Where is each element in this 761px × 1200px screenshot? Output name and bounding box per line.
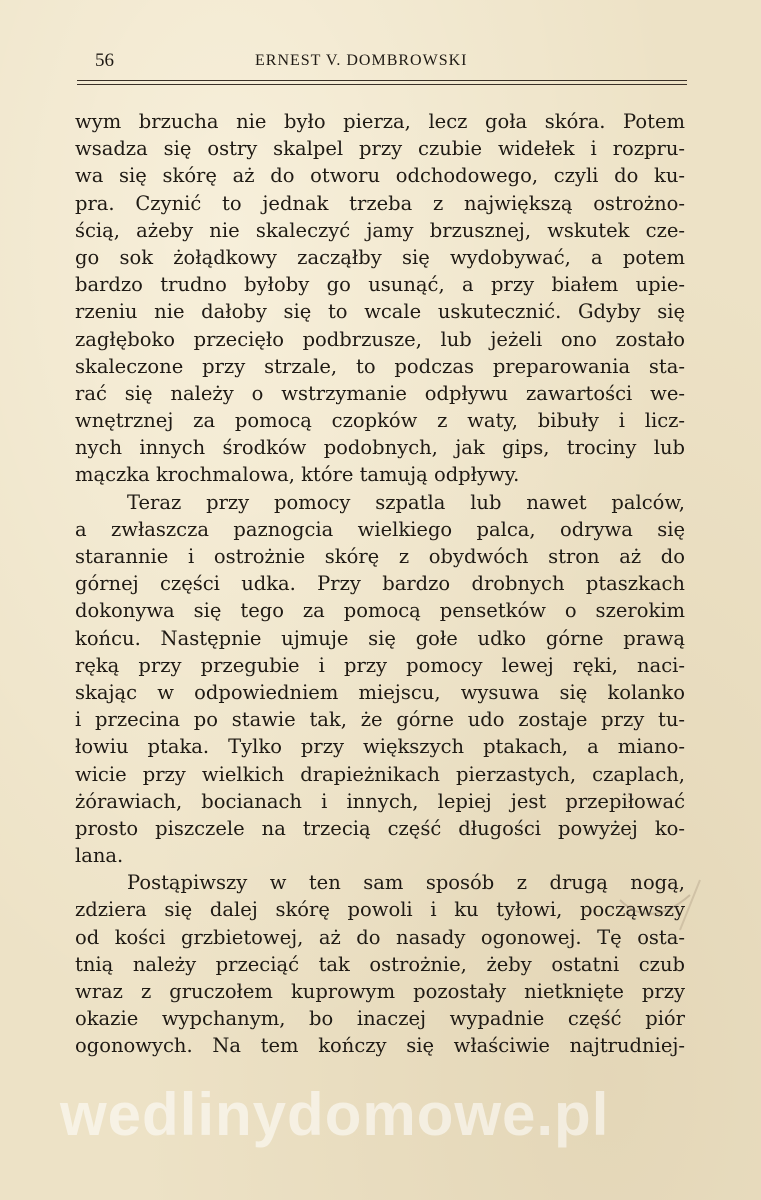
- text-line: ścią, ażeby nie skaleczyć jamy brzusznej, wskutek cze-: [75, 218, 685, 242]
- running-head: ERNEST V. DOMBROWSKI: [255, 52, 468, 69]
- text-line: łowiu ptaka. Tylko przy większych ptakach, a miano-: [75, 735, 685, 759]
- paragraph-start-line: Teraz przy pomocy szpatla lub nawet palców,: [127, 490, 685, 514]
- header-rule-top: [77, 80, 687, 81]
- paragraph-end-line: mączka krochmalowa, które tamują odpływy.: [75, 463, 520, 487]
- text-line: wraz z gruczołem kuprowym pozostały nietknięte przy: [75, 980, 685, 1003]
- text-line: rać się należy o wstrzymanie odpływu zawartości we-: [75, 381, 685, 405]
- header-rule-bottom: [77, 84, 687, 85]
- text-line: wsadza się ostry skalpel przy czubie widełek i rozpru-: [75, 137, 685, 161]
- text-line: wym brzucha nie było pierza, lecz goła skóra. Potem: [75, 110, 685, 133]
- text-line: prosto piszczele na trzecią część długości powyżej ko-: [75, 816, 685, 840]
- text-line: wicie przy wielkich drapieżnikach pierzastych, czaplach,: [75, 762, 685, 786]
- text-line: pra. Czynić to jednak trzeba z największą ostrożno-: [75, 191, 685, 215]
- text-line: ręką przy przegubie i przy pomocy lewej ręki, naci-: [75, 653, 685, 677]
- text-line: tnią należy przeciąć tak ostrożnie, żeby ostatni czub: [75, 952, 685, 976]
- text-line: a zwłaszcza paznogcia wielkiego palca, odrywa się: [75, 517, 685, 541]
- text-line: okazie wypchanym, bo inaczej wypadnie część piór: [75, 1007, 685, 1031]
- body-text: [75, 108, 685, 1060]
- text-line: dokonywa się tego za pomocą pensetków o szerokim: [75, 599, 685, 623]
- page-number: 56: [95, 50, 114, 71]
- text-line: górnej części udka. Przy bardzo drobnych ptaszkach: [75, 572, 685, 596]
- faint-stamp-mark: [610, 860, 720, 940]
- text-line: go sok żołądkowy zacząłby się wydobywać, a potem: [75, 245, 685, 269]
- text-line: nych innych środków podobnych, jak gips, trociny lub: [75, 436, 685, 460]
- text-line: wa się skórę aż do otworu odchodowego, czyli do ku-: [75, 164, 685, 188]
- paragraph-start-line: Postąpiwszy w ten sam sposób z drugą nogą,: [127, 871, 685, 895]
- text-line: i przecina po stawie tak, że górne udo zostaje przy tu-: [75, 708, 685, 732]
- text-line: od kości grzbietowej, aż do nasady ogonowej. Tę osta-: [75, 925, 685, 949]
- text-line: zdziera się dalej skórę powoli i ku tyłowi, począwszy: [75, 898, 685, 922]
- text-line: skaleczone przy strzale, to podczas preparowania sta-: [75, 354, 685, 378]
- text-line: bardzo trudno byłoby go usunąć, a przy białem upie-: [75, 273, 685, 297]
- watermark: wedlinydomowe.pl: [60, 1081, 610, 1148]
- text-line: wnętrznej za pomocą czopków z waty, bibuły i licz-: [75, 409, 685, 433]
- text-line: zagłęboko przecięło podbrzusze, lub jeżeli ono zostało: [75, 327, 685, 351]
- text-line: starannie i ostrożnie skórę z obydwóch stron aż do: [75, 545, 685, 568]
- paragraph-end-line: lana.: [75, 844, 124, 868]
- text-line: żórawiach, bocianach i innych, lepiej jest przepiłować: [75, 789, 685, 813]
- text-line: końcu. Następnie ujmuje się gołe udko górne prawą: [75, 626, 685, 650]
- text-line: rzeniu nie dałoby się to wcale uskutecznić. Gdyby się: [75, 300, 685, 324]
- page-header: [95, 50, 685, 78]
- text-line: ogonowych. Na tem kończy się właściwie najtrudniej-: [75, 1034, 685, 1058]
- text-line: skając w odpowiedniem miejscu, wysuwa się kolanko: [75, 680, 685, 704]
